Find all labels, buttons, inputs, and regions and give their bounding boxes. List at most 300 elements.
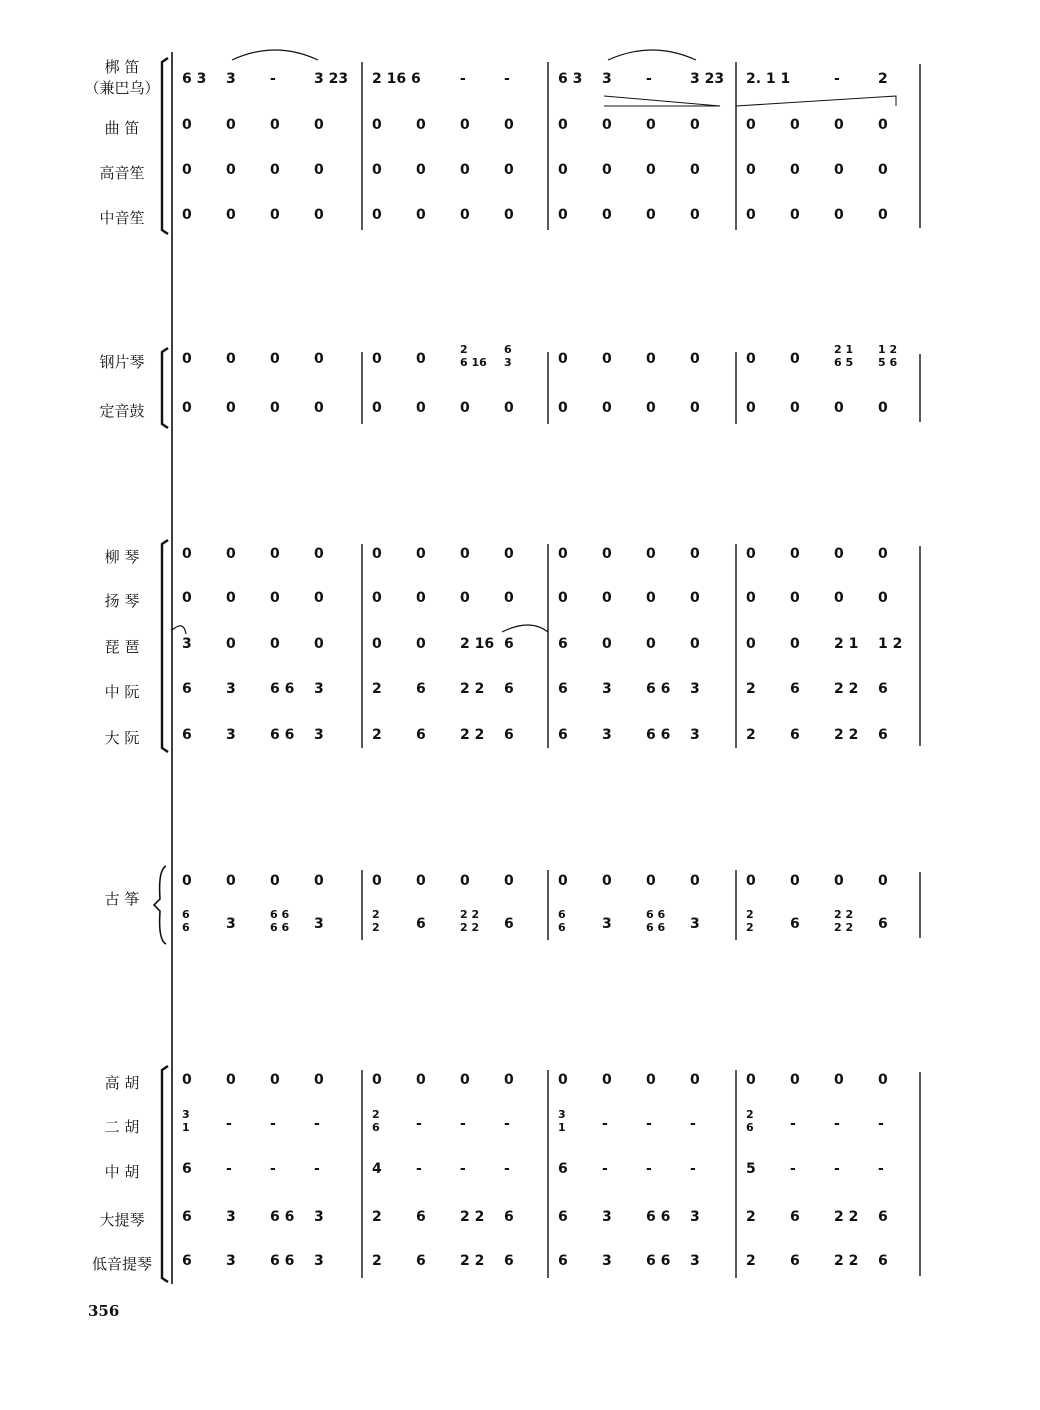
note: 0 [646,873,656,889]
note: 0 [602,400,612,416]
note: 0 [790,117,800,133]
note: 0 [558,351,568,367]
note: 6 [182,681,192,697]
note: 2 [372,681,382,697]
note: 0 [790,546,800,562]
note: - [602,1116,608,1132]
note: 0 [182,117,192,133]
note: 6 [790,1253,800,1269]
note: 0 [182,1072,192,1088]
instrument-label: 琵 琶 [104,638,140,656]
note: - [226,1116,232,1132]
note: - [504,1116,510,1132]
note: 6 6 [646,1209,671,1225]
chord-note-upper: 3 [182,1108,190,1121]
note: 2 2 [834,1253,859,1269]
note: 0 [182,351,192,367]
note: 0 [270,590,280,606]
note: - [646,1161,652,1177]
note: - [314,1116,320,1132]
note: 0 [416,400,426,416]
note: 0 [602,351,612,367]
page-number: 356 [88,1302,120,1320]
instrument-label: 低音提琴 [91,1255,152,1273]
note: - [646,1116,652,1132]
chord-note-lower: 6 5 [834,356,854,369]
note: 0 [690,400,700,416]
note: 0 [314,546,324,562]
note: 6 [504,1209,514,1225]
note: 2 2 [460,681,485,697]
note: 0 [372,117,382,133]
note: 6 [416,1253,426,1269]
note: 0 [314,1072,324,1088]
note: 0 [602,117,612,133]
note: 0 [690,546,700,562]
note: - [690,1161,696,1177]
note: 0 [558,162,568,178]
note: 0 [416,546,426,562]
note: 0 [504,400,514,416]
note: 0 [416,162,426,178]
chord-note-upper: 2 2 [460,908,480,921]
note: 0 [270,1072,280,1088]
note: 0 [690,117,700,133]
note: 3 [226,727,236,743]
note: 0 [226,351,236,367]
note: 0 [558,1072,568,1088]
note: 2 16 6 [372,71,421,87]
chord-note-lower: 2 [372,921,380,934]
note: 0 [314,162,324,178]
note: 0 [372,162,382,178]
note: 0 [602,207,612,223]
note: 6 [878,916,888,932]
note: 0 [746,636,756,652]
note: 6 [182,727,192,743]
note: 0 [372,636,382,652]
note: 3 [602,916,612,932]
note: 6 [416,916,426,932]
note: 0 [270,207,280,223]
note: 0 [746,1072,756,1088]
chord-note-upper: 6 6 [646,908,666,921]
note: - [270,1116,276,1132]
note: 0 [690,207,700,223]
note: 3 [602,727,612,743]
note: 0 [690,351,700,367]
chord-note-lower: 6 [558,921,566,934]
note: 0 [226,546,236,562]
note: 0 [646,400,656,416]
note: 0 [314,400,324,416]
note: - [504,1161,510,1177]
note: 0 [270,546,280,562]
chord-note-upper: 1 2 [878,343,898,356]
note: 0 [270,162,280,178]
instrument-label: 扬 琴 [104,592,140,610]
note: 6 [878,681,888,697]
note: 0 [746,590,756,606]
note: 0 [504,546,514,562]
note: 0 [746,546,756,562]
note: 0 [646,207,656,223]
note: 0 [746,162,756,178]
chord-note-lower: 6 [372,1121,380,1134]
instrument-label: 钢片琴 [99,353,145,371]
note: 0 [878,1072,888,1088]
note: 0 [834,117,844,133]
note: 0 [690,873,700,889]
slur [502,625,548,632]
note: - [690,1116,696,1132]
note: 3 23 [314,71,349,87]
note: - [270,1161,276,1177]
note: 0 [504,590,514,606]
note: 3 [226,1253,236,1269]
note: 6 3 [182,71,207,87]
note: 0 [270,400,280,416]
note: 2 [746,1209,756,1225]
note: 0 [558,873,568,889]
note: 3 [226,71,236,87]
note: - [226,1161,232,1177]
note: 0 [746,873,756,889]
instrument-label: 大 阮 [104,729,140,747]
note: 2 [746,1253,756,1269]
note: 6 [558,681,568,697]
note: - [834,71,840,87]
note: 0 [416,873,426,889]
note: 0 [416,207,426,223]
note: 2 [746,727,756,743]
note: 0 [226,400,236,416]
note: 3 [602,71,612,87]
chord-note-lower: 2 2 [460,921,480,934]
note: 3 [314,681,324,697]
note: 0 [746,400,756,416]
note: 0 [182,546,192,562]
chord-note-lower: 1 [182,1121,190,1134]
note: 3 [690,681,700,697]
note: 2 1 [834,636,859,652]
note: 0 [314,351,324,367]
note: 0 [646,162,656,178]
note: 6 3 [558,71,583,87]
note: - [878,1116,884,1132]
note: - [790,1161,796,1177]
note: 6 [416,681,426,697]
note: 0 [314,873,324,889]
note: 0 [372,873,382,889]
instrument-label: 高音笙 [99,164,145,182]
note: 6 [558,1253,568,1269]
note: 6 [790,916,800,932]
note: 0 [834,873,844,889]
note: 0 [834,207,844,223]
note: 0 [416,351,426,367]
note: 3 [690,916,700,932]
note: 5 [746,1161,756,1177]
note: 0 [270,117,280,133]
note: 2 [746,681,756,697]
chord-note-lower: 6 [746,1121,754,1134]
note: 3 [690,1253,700,1269]
note: 2 2 [460,727,485,743]
note: 0 [690,636,700,652]
chord-note-lower: 2 [746,921,754,934]
note: 3 [314,916,324,932]
note: 3 [226,916,236,932]
note: 3 [602,681,612,697]
note: 0 [270,873,280,889]
note: - [460,1116,466,1132]
chord-note-upper: 2 [746,1108,754,1121]
note: 0 [878,546,888,562]
note: 0 [834,546,844,562]
note: 0 [834,1072,844,1088]
note: 0 [746,207,756,223]
slur [608,50,696,60]
note: 0 [372,546,382,562]
note: 2 2 [834,727,859,743]
note: 0 [182,873,192,889]
note: 6 6 [270,727,295,743]
note: 0 [226,590,236,606]
note: - [878,1161,884,1177]
note: 3 [314,1209,324,1225]
note: 3 [314,1253,324,1269]
note: 3 [690,727,700,743]
instrument-label: 中 阮 [104,683,140,701]
note: 0 [314,636,324,652]
note: 6 [416,1209,426,1225]
note: 1 2 [878,636,903,652]
note: 6 [878,727,888,743]
chord-note-lower: 1 [558,1121,566,1134]
note: 0 [790,873,800,889]
instrument-label: 中音笙 [99,209,145,227]
note: 0 [416,590,426,606]
instrument-label: 曲 笛 [104,119,140,137]
note: 6 [558,636,568,652]
note: 6 6 [646,1253,671,1269]
note: 0 [834,162,844,178]
note: 0 [226,873,236,889]
note: 6 [504,916,514,932]
chord-note-lower: 6 16 [460,356,487,369]
note: 0 [182,400,192,416]
note: 2 16 [460,636,495,652]
note: 6 [878,1209,888,1225]
note: 0 [602,1072,612,1088]
note: 3 [314,727,324,743]
chord-note-lower: 6 6 [646,921,666,934]
instrument-label: 大提琴 [99,1211,145,1229]
note: 0 [646,351,656,367]
note: 0 [834,590,844,606]
note: 0 [416,636,426,652]
note: 0 [504,207,514,223]
note: 0 [504,117,514,133]
note: 6 6 [646,681,671,697]
note: 2. 1 1 [746,71,791,87]
note: 2 2 [460,1209,485,1225]
note: - [646,71,652,87]
note: 0 [558,590,568,606]
note: 0 [690,162,700,178]
note: 6 [504,727,514,743]
chord-note-upper: 2 [372,1108,380,1121]
note: - [834,1116,840,1132]
note: 0 [558,207,568,223]
chord-note-upper: 2 [746,908,754,921]
note: 3 [226,1209,236,1225]
note: 0 [790,207,800,223]
note: 0 [746,117,756,133]
note: 0 [226,1072,236,1088]
note: 0 [646,1072,656,1088]
instrument-label [62,56,182,98]
note: 0 [602,546,612,562]
note: 0 [226,207,236,223]
note: 0 [690,1072,700,1088]
instrument-label: 高 胡 [104,1074,140,1092]
note: - [416,1116,422,1132]
note: 6 [790,681,800,697]
note: 6 [558,1161,568,1177]
note: 0 [602,162,612,178]
note: 0 [878,873,888,889]
hairpin [736,96,896,106]
note: 0 [416,1072,426,1088]
chord-note-lower: 5 6 [878,356,898,369]
note: - [314,1161,320,1177]
note: 0 [834,400,844,416]
note: 0 [602,590,612,606]
chord-note-upper: 6 [504,343,512,356]
note: 6 [558,1209,568,1225]
note: 0 [690,590,700,606]
note: 6 [182,1209,192,1225]
note: 0 [460,1072,470,1088]
note: 0 [226,636,236,652]
note: 0 [602,873,612,889]
note: - [504,71,510,87]
note: 0 [226,162,236,178]
note: 0 [372,207,382,223]
note: 0 [270,351,280,367]
note: 4 [372,1161,382,1177]
note: 0 [270,636,280,652]
note: - [460,71,466,87]
note: 6 [504,636,514,652]
note: 2 [878,71,888,87]
note: 2 2 [834,1209,859,1225]
chord-note-upper: 2 [460,343,468,356]
note: - [834,1161,840,1177]
note: 3 [602,1253,612,1269]
chord-note-upper: 6 6 [270,908,290,921]
instrument-alt-name: （兼巴乌） [84,79,160,97]
chord-note-lower: 6 [182,921,190,934]
note: 0 [460,117,470,133]
note: 3 [182,636,192,652]
note: - [460,1161,466,1177]
note: 0 [460,207,470,223]
note: - [602,1161,608,1177]
note: 0 [372,590,382,606]
note: 3 [690,1209,700,1225]
note: 0 [460,400,470,416]
note: 0 [602,636,612,652]
note: 2 [372,727,382,743]
chord-note-upper: 2 1 [834,343,854,356]
note: 6 [504,681,514,697]
note: 2 [372,1209,382,1225]
note: - [790,1116,796,1132]
note: 0 [182,207,192,223]
note: 0 [226,117,236,133]
note: 6 [790,1209,800,1225]
note: 0 [746,351,756,367]
note: 6 6 [270,681,295,697]
instrument-label: 定音鼓 [99,402,145,420]
note: 0 [416,117,426,133]
chord-note-upper: 3 [558,1108,566,1121]
note: 0 [646,546,656,562]
note: 6 [504,1253,514,1269]
note: 0 [372,351,382,367]
note: 0 [790,400,800,416]
note: 2 [372,1253,382,1269]
note: 0 [504,162,514,178]
note: 6 [878,1253,888,1269]
note: 2 2 [460,1253,485,1269]
note: 0 [790,351,800,367]
note: 0 [878,117,888,133]
note: 2 2 [834,681,859,697]
note: 6 [790,727,800,743]
note: 3 23 [690,71,725,87]
note: 0 [790,1072,800,1088]
note: 6 6 [270,1253,295,1269]
chord-note-upper: 6 [182,908,190,921]
note: 0 [558,400,568,416]
note: 0 [878,400,888,416]
note: 0 [314,590,324,606]
note: 0 [372,1072,382,1088]
note: 0 [504,873,514,889]
instrument-label: 二 胡 [104,1118,140,1136]
instrument-name: 梆 笛 [104,58,140,76]
chord-note-upper: 2 2 [834,908,854,921]
chord-note-lower: 3 [504,356,512,369]
instrument-label: 中 胡 [104,1163,140,1181]
note: 6 [416,727,426,743]
note: 0 [646,117,656,133]
note: 0 [372,400,382,416]
note: - [270,71,276,87]
note: 0 [460,590,470,606]
note: 0 [646,590,656,606]
chord-note-lower: 2 2 [834,921,854,934]
note: 0 [558,546,568,562]
note: 3 [226,681,236,697]
slur [172,626,186,634]
note: 0 [314,207,324,223]
note: 6 6 [646,727,671,743]
